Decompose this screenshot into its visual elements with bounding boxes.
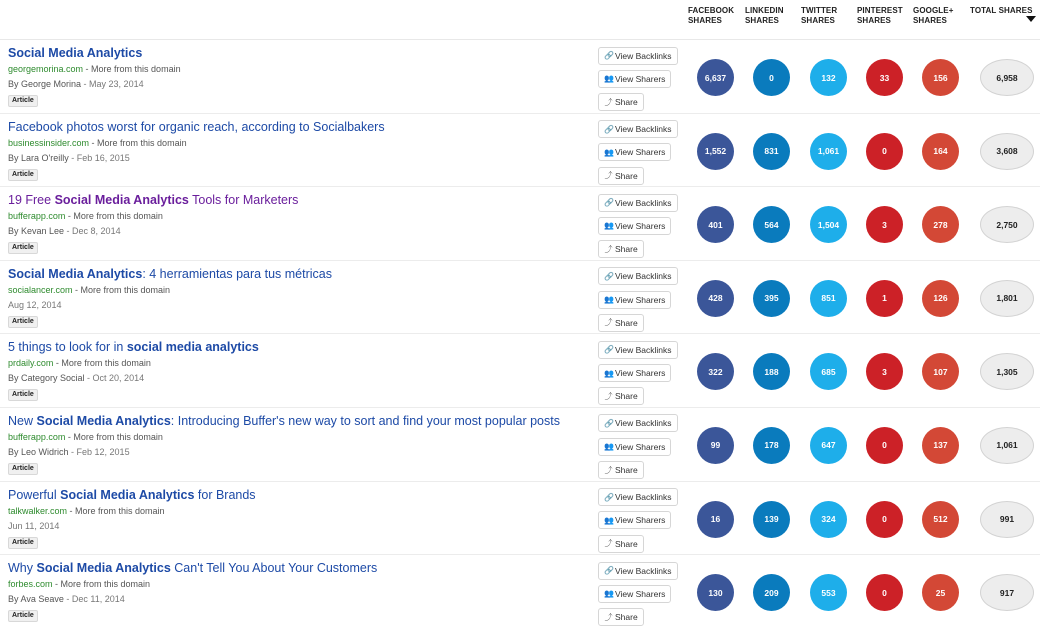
users-icon: 👥 xyxy=(604,147,614,157)
more-from-domain-link[interactable]: - More from this domain xyxy=(65,431,163,442)
caret-down-icon[interactable] xyxy=(1026,16,1036,22)
share-button[interactable] xyxy=(598,240,644,258)
title-text: : Introducing Buffer's new way to sort and find your most popular posts xyxy=(170,413,560,428)
googleplus-share-count: 137 xyxy=(922,427,959,464)
button-label: View Backlinks xyxy=(615,271,672,282)
pinterest-share-count: 3 xyxy=(866,206,903,243)
header-pinterest-shares[interactable]: PINTEREST SHARES xyxy=(857,6,903,25)
domain-link[interactable]: prdaily.com xyxy=(8,358,54,369)
view-backlinks-button[interactable] xyxy=(598,488,678,506)
content-type-badge: Article xyxy=(8,242,38,254)
view-sharers-button[interactable] xyxy=(598,438,671,456)
total-share-count: 1,061 xyxy=(980,427,1034,464)
domain-link[interactable]: bufferapp.com xyxy=(8,431,66,442)
result-byline xyxy=(8,79,144,90)
more-from-domain-link[interactable]: - More from this domain xyxy=(89,137,187,148)
content-type-badge: Article xyxy=(8,463,38,475)
title-text: Can't Tell You About Your Customers xyxy=(170,561,378,576)
title-text: Facebook photos worst for organic reach, according to Socialbakers xyxy=(8,119,385,134)
share-button[interactable] xyxy=(598,167,644,185)
button-label: Share xyxy=(615,538,638,549)
share-button[interactable] xyxy=(598,387,644,405)
linkedin-share-count: 209 xyxy=(753,574,790,611)
content-type-badge: Article xyxy=(8,610,38,622)
result-actions xyxy=(598,560,678,630)
total-share-count: 1,801 xyxy=(980,280,1034,317)
googleplus-share-count: 278 xyxy=(922,206,959,243)
view-backlinks-button[interactable] xyxy=(598,341,678,359)
author-name: By Ava Seave xyxy=(8,594,64,605)
domain-link[interactable]: businessinsider.com xyxy=(8,137,90,148)
share-button[interactable] xyxy=(598,535,644,553)
users-icon: 👥 xyxy=(604,74,614,84)
view-sharers-button[interactable] xyxy=(598,143,671,161)
pinterest-share-count: 0 xyxy=(866,501,903,538)
googleplus-share-count: 126 xyxy=(922,280,959,317)
title-keyword: social media analytics xyxy=(126,340,259,355)
result-domain-line xyxy=(8,506,165,517)
result-byline xyxy=(8,594,125,605)
result-byline xyxy=(8,447,130,458)
result-byline xyxy=(8,521,59,532)
title-text: : 4 herramientas para tus métricas xyxy=(142,266,332,281)
share-icon: ⤴ xyxy=(604,171,613,181)
twitter-share-count: 1,061 xyxy=(810,133,847,170)
linkedin-share-count: 564 xyxy=(753,206,790,243)
facebook-share-count: 322 xyxy=(697,353,734,390)
result-domain-line xyxy=(8,138,187,149)
view-backlinks-button[interactable] xyxy=(598,47,678,65)
view-sharers-button[interactable] xyxy=(598,511,671,529)
domain-link[interactable]: bufferapp.com xyxy=(8,211,66,222)
button-label: View Sharers xyxy=(615,368,666,379)
share-button[interactable] xyxy=(598,314,644,332)
twitter-share-count: 553 xyxy=(810,574,847,611)
share-icon: ⤴ xyxy=(604,465,613,475)
author-name: By Kevan Lee xyxy=(8,226,65,237)
button-label: Share xyxy=(615,97,638,108)
twitter-share-count: 132 xyxy=(810,59,847,96)
linkedin-share-count: 188 xyxy=(753,353,790,390)
total-share-count: 3,608 xyxy=(980,133,1034,170)
pinterest-share-count: 0 xyxy=(866,574,903,611)
author-name: By George Morina xyxy=(8,79,82,89)
title-keyword: Social Media Analytics xyxy=(60,487,195,502)
button-label: View Backlinks xyxy=(615,344,672,355)
googleplus-share-count: 107 xyxy=(922,353,959,390)
button-label: View Backlinks xyxy=(615,197,672,208)
author-name: By Lara O'reilly xyxy=(8,152,69,163)
twitter-share-count: 851 xyxy=(810,280,847,317)
publish-date: - Feb 16, 2015 xyxy=(68,152,130,163)
result-title-link[interactable] xyxy=(8,340,259,355)
result-title-link[interactable] xyxy=(8,414,560,429)
total-share-count: 991 xyxy=(980,501,1034,538)
button-label: Share xyxy=(615,170,638,181)
link-icon: 🔗 xyxy=(604,198,614,208)
result-row xyxy=(0,334,1040,408)
facebook-share-count: 99 xyxy=(697,427,734,464)
button-label: View Sharers xyxy=(615,220,666,231)
publish-date: - Oct 20, 2014 xyxy=(84,373,145,384)
googleplus-share-count: 164 xyxy=(922,133,959,170)
result-title-link[interactable] xyxy=(8,193,298,208)
more-from-domain-link[interactable]: - More from this domain xyxy=(67,505,165,516)
facebook-share-count: 130 xyxy=(697,574,734,611)
title-keyword: Social Media Analytics xyxy=(8,46,143,60)
title-keyword: Social Media Analytics xyxy=(8,266,143,281)
domain-link[interactable]: socialancer.com xyxy=(8,284,73,295)
view-backlinks-button[interactable] xyxy=(598,267,678,285)
result-row xyxy=(0,408,1040,482)
result-actions xyxy=(598,413,678,483)
author-name: By Category Social xyxy=(8,373,85,384)
result-title-link[interactable] xyxy=(8,120,385,135)
result-byline xyxy=(8,153,130,164)
total-share-count: 1,305 xyxy=(980,353,1034,390)
result-row xyxy=(0,40,1040,114)
button-label: Share xyxy=(615,612,638,623)
share-icon: ⤴ xyxy=(604,391,613,401)
share-icon: ⤴ xyxy=(604,244,613,254)
link-icon: 🔗 xyxy=(604,51,614,60)
more-from-domain-link[interactable]: - More from this domain xyxy=(65,211,163,222)
share-icon: ⤴ xyxy=(604,612,613,622)
result-byline xyxy=(8,300,62,311)
result-title-link[interactable] xyxy=(8,46,142,61)
share-icon: ⤴ xyxy=(604,97,613,107)
users-icon: 👥 xyxy=(604,368,614,378)
content-type-badge: Article xyxy=(8,537,38,549)
result-title-link[interactable] xyxy=(8,488,256,503)
author-name: By Leo Widrich xyxy=(8,446,69,457)
result-actions xyxy=(598,119,678,189)
result-row xyxy=(0,187,1040,261)
header-linkedin-shares[interactable]: LINKEDIN SHARES xyxy=(745,6,784,25)
title-text: Powerful xyxy=(8,487,61,502)
more-from-domain-link[interactable]: - More from this domain xyxy=(83,64,181,74)
results-header xyxy=(0,0,1040,40)
domain-link[interactable]: talkwalker.com xyxy=(8,505,68,516)
result-domain-line xyxy=(8,64,181,75)
view-sharers-button[interactable] xyxy=(598,585,671,603)
googleplus-share-count: 512 xyxy=(922,501,959,538)
header-facebook-shares[interactable]: FACEBOOK SHARES xyxy=(688,6,735,25)
twitter-share-count: 1,504 xyxy=(810,206,847,243)
linkedin-share-count: 0 xyxy=(753,59,790,96)
button-label: Share xyxy=(615,244,638,255)
result-actions xyxy=(598,192,678,262)
users-icon: 👥 xyxy=(604,442,614,452)
linkedin-share-count: 139 xyxy=(753,501,790,538)
share-icon: ⤴ xyxy=(604,539,613,549)
facebook-share-count: 401 xyxy=(697,206,734,243)
button-label: View Backlinks xyxy=(615,50,672,61)
button-label: View Sharers xyxy=(615,441,666,452)
more-from-domain-link[interactable]: - More from this domain xyxy=(53,358,151,369)
result-byline xyxy=(8,373,144,384)
facebook-share-count: 16 xyxy=(697,501,734,538)
view-backlinks-button[interactable] xyxy=(598,562,678,580)
pinterest-share-count: 1 xyxy=(866,280,903,317)
publish-date: - Dec 11, 2014 xyxy=(63,594,125,605)
link-icon: 🔗 xyxy=(604,345,614,355)
view-backlinks-button[interactable] xyxy=(598,194,678,212)
results-list xyxy=(0,40,1040,629)
more-from-domain-link[interactable]: - More from this domain xyxy=(52,579,151,590)
share-icon: ⤴ xyxy=(604,318,613,328)
linkedin-share-count: 178 xyxy=(753,427,790,464)
share-button[interactable] xyxy=(598,608,644,626)
users-icon: 👥 xyxy=(604,589,614,599)
twitter-share-count: 324 xyxy=(810,501,847,538)
users-icon: 👥 xyxy=(604,295,614,305)
publish-date: Jun 11, 2014 xyxy=(8,520,60,531)
title-keyword: Social Media Analytics xyxy=(54,193,189,208)
view-sharers-button[interactable] xyxy=(598,291,671,309)
title-keyword: Social Media Analytics xyxy=(36,413,171,428)
linkedin-share-count: 831 xyxy=(753,133,790,170)
button-label: Share xyxy=(615,465,638,476)
share-button[interactable] xyxy=(598,93,644,111)
googleplus-share-count: 156 xyxy=(922,59,959,96)
result-title-link[interactable] xyxy=(8,267,332,282)
title-text: New xyxy=(8,413,37,428)
pinterest-share-count: 33 xyxy=(866,59,903,96)
link-icon: 🔗 xyxy=(604,418,614,428)
link-icon: 🔗 xyxy=(604,492,614,502)
pinterest-share-count: 0 xyxy=(866,133,903,170)
view-backlinks-button[interactable] xyxy=(598,414,678,432)
content-type-badge: Article xyxy=(8,389,38,401)
result-domain-line xyxy=(8,358,151,369)
facebook-share-count: 1,552 xyxy=(697,133,734,170)
content-type-badge: Article xyxy=(8,316,38,328)
button-label: View Sharers xyxy=(615,588,666,599)
link-icon: 🔗 xyxy=(604,124,614,134)
domain-link[interactable]: forbes.com xyxy=(8,579,53,590)
button-label: Share xyxy=(615,317,638,328)
button-label: View Sharers xyxy=(615,73,666,84)
result-actions xyxy=(598,266,678,336)
result-title-link[interactable] xyxy=(8,561,377,576)
publish-date: - Dec 8, 2014 xyxy=(64,226,121,237)
button-label: View Backlinks xyxy=(615,565,672,576)
total-share-count: 2,750 xyxy=(980,206,1034,243)
result-byline xyxy=(8,226,121,237)
result-domain-line xyxy=(8,579,150,590)
result-domain-line xyxy=(8,432,163,443)
header-twitter-shares[interactable]: TWITTER SHARES xyxy=(801,6,838,25)
result-actions xyxy=(598,339,678,409)
publish-date: - Feb 12, 2015 xyxy=(68,446,130,457)
linkedin-share-count: 395 xyxy=(753,280,790,317)
result-actions xyxy=(598,487,678,557)
publish-date: - May 23, 2014 xyxy=(81,79,144,89)
button-label: View Backlinks xyxy=(615,418,672,429)
total-share-count: 6,958 xyxy=(980,59,1034,96)
link-icon: 🔗 xyxy=(604,566,614,576)
view-sharers-button[interactable] xyxy=(598,217,671,235)
result-actions xyxy=(598,45,678,115)
button-label: View Sharers xyxy=(615,147,666,158)
header-total-shares[interactable]: TOTAL SHARES xyxy=(970,6,1033,15)
googleplus-share-count: 25 xyxy=(922,574,959,611)
title-text: 19 Free xyxy=(8,193,55,208)
more-from-domain-link[interactable]: - More from this domain xyxy=(72,284,171,295)
result-row xyxy=(0,482,1040,556)
button-label: View Backlinks xyxy=(615,124,672,135)
button-label: View Backlinks xyxy=(615,492,672,503)
title-text: for Brands xyxy=(194,487,256,502)
title-keyword: Social Media Analytics xyxy=(36,561,171,576)
view-backlinks-button[interactable] xyxy=(598,120,678,138)
link-icon: 🔗 xyxy=(604,271,614,281)
button-label: View Sharers xyxy=(615,294,666,305)
result-domain-line xyxy=(8,211,163,222)
twitter-share-count: 685 xyxy=(810,353,847,390)
share-button[interactable] xyxy=(598,461,644,479)
view-sharers-button[interactable] xyxy=(598,364,671,382)
result-row xyxy=(0,555,1040,629)
result-domain-line xyxy=(8,285,170,296)
button-label: View Sharers xyxy=(615,515,666,526)
facebook-share-count: 6,637 xyxy=(697,59,734,96)
header-googleplus-shares[interactable]: GOOGLE+ SHARES xyxy=(913,6,954,25)
result-row xyxy=(0,261,1040,335)
button-label: Share xyxy=(615,391,638,402)
title-text: 5 things to look for in xyxy=(8,340,127,355)
facebook-share-count: 428 xyxy=(697,280,734,317)
result-row xyxy=(0,114,1040,188)
domain-link[interactable]: georgemorina.com xyxy=(8,64,84,74)
pinterest-share-count: 0 xyxy=(866,427,903,464)
title-text: Tools for Marketers xyxy=(188,193,299,208)
pinterest-share-count: 3 xyxy=(866,353,903,390)
content-type-badge: Article xyxy=(8,169,38,181)
users-icon: 👥 xyxy=(604,221,614,231)
users-icon: 👥 xyxy=(604,515,614,525)
total-share-count: 917 xyxy=(980,574,1034,611)
content-type-badge: Article xyxy=(8,95,38,107)
twitter-share-count: 647 xyxy=(810,427,847,464)
title-text: Why xyxy=(8,561,37,576)
publish-date: Aug 12, 2014 xyxy=(8,299,62,310)
view-sharers-button[interactable] xyxy=(598,70,671,88)
